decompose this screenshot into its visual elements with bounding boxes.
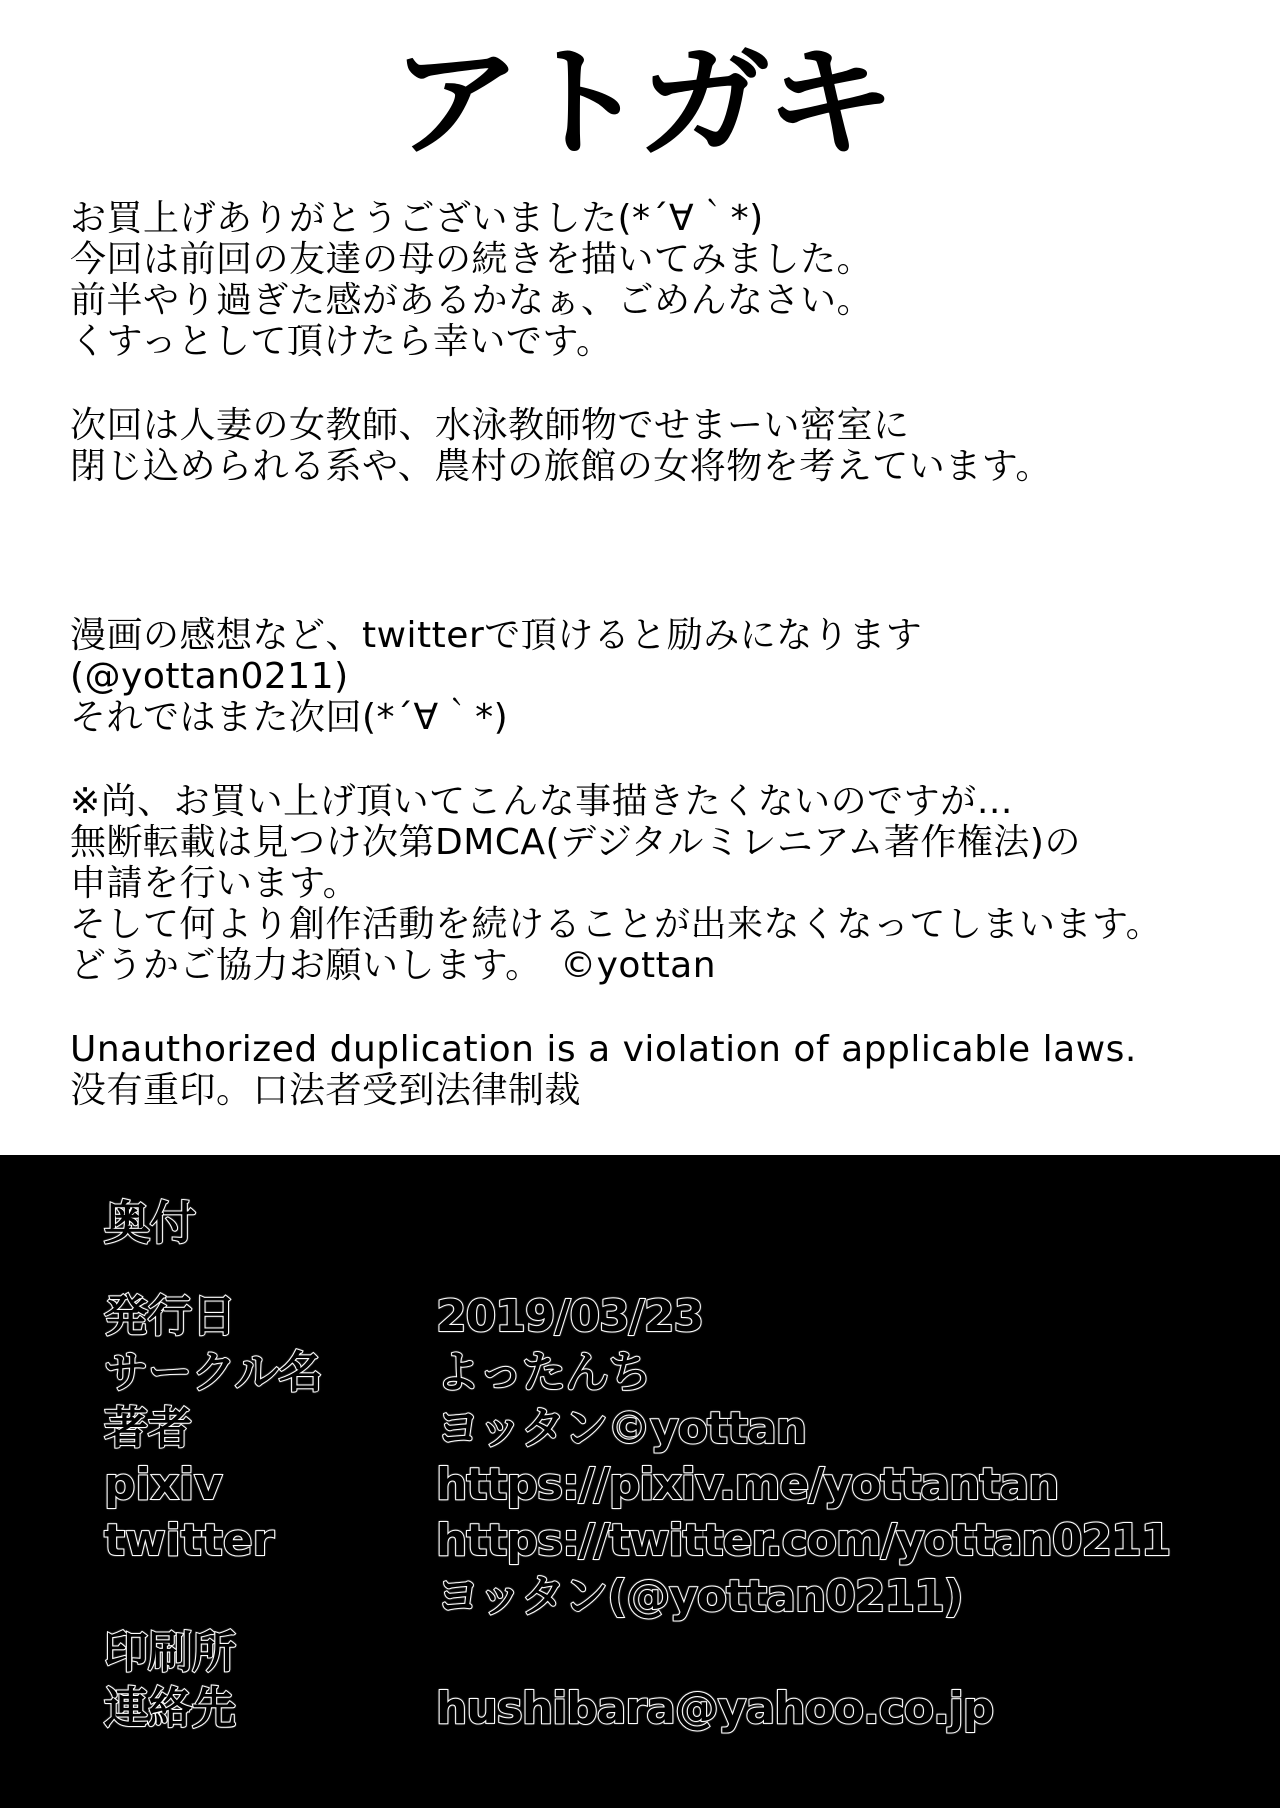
- colophon-heading: 奥付: [104, 1196, 196, 1250]
- colophon-row-publish-date: [0, 1289, 1280, 1345]
- paragraph-feedback: [70, 615, 1270, 738]
- row-value: よったんち: [436, 1347, 651, 1398]
- text-line: そして何より創作活動を続けることが出来なくなってしまいます。: [70, 904, 1163, 945]
- colophon-row-author: [0, 1401, 1280, 1457]
- text-line: 次回は人妻の女教師、水泳教師物でせまーい密室に: [70, 405, 910, 446]
- row-label: 印刷所: [104, 1627, 236, 1678]
- row-value: ヨッタン©yottan: [436, 1403, 807, 1454]
- row-label: 著者: [104, 1403, 192, 1454]
- colophon-panel: [0, 1155, 1280, 1808]
- text-line: (@yottan0211): [70, 656, 349, 697]
- text-line: ※尚、お買い上げ頂いてこんな事描きたくないのですが…: [70, 781, 1014, 822]
- colophon-row-printer: [0, 1625, 1280, 1681]
- paragraph-copyright-notice: [70, 781, 1270, 986]
- row-label: サークル名: [104, 1347, 323, 1398]
- text-line: 漫画の感想など、twitterで頂けると励みになります: [70, 615, 923, 656]
- pixiv-link[interactable]: https://pixiv.me/yottantan: [436, 1459, 1059, 1510]
- paragraph-next-work: [70, 405, 1270, 487]
- text-line: 今回は前回の友達の母の続きを描いてみました。: [70, 239, 874, 280]
- text-line: くすっとして頂けたら幸いです。: [70, 321, 613, 362]
- text-line: それではまた次回(*´∀｀*): [70, 697, 509, 738]
- row-label: 連絡先: [104, 1683, 236, 1734]
- text-line: 無断転載は見つけ次第DMCA(デジタルミレニアム著作権法)の: [70, 822, 1081, 863]
- text-line: 閉じ込められる系や、農村の旅館の女将物を考えています。: [70, 446, 1052, 487]
- row-label: twitter: [104, 1515, 275, 1566]
- contact-email-link[interactable]: hushibara@yahoo.co.jp: [436, 1683, 994, 1734]
- colophon-row-pixiv: [0, 1457, 1280, 1513]
- colophon-row-twitter-handle: [0, 1569, 1280, 1625]
- text-line: お買上げありがとうございました(*´∀｀*): [70, 198, 764, 239]
- row-value: 2019/03/23: [436, 1291, 704, 1342]
- paragraph-thanks: [70, 198, 1270, 362]
- row-label: 発行日: [104, 1291, 236, 1342]
- row-value: ヨッタン(@yottan0211): [436, 1571, 963, 1622]
- colophon-row-circle-name: [0, 1345, 1280, 1401]
- text-line: Unauthorized duplication is a violation of applicable laws.: [70, 1029, 1137, 1070]
- afterword-body: [70, 198, 1270, 1154]
- page-title: アトガキ: [389, 32, 891, 174]
- text-line: 申請を行います。: [70, 863, 360, 904]
- text-line: 没有重印。口法者受到法律制裁: [70, 1070, 582, 1111]
- paragraph-legal: [70, 1029, 1270, 1111]
- colophon-row-twitter: [0, 1513, 1280, 1569]
- colophon-row-contact: [0, 1681, 1280, 1737]
- twitter-link[interactable]: https://twitter.com/yottan0211: [436, 1515, 1171, 1566]
- text-line: どうかご協力お願いします。 ©yottan: [70, 945, 717, 986]
- row-label: pixiv: [104, 1459, 223, 1510]
- text-line: 前半やり過ぎた感があるかなぁ、ごめんなさい。: [70, 280, 874, 321]
